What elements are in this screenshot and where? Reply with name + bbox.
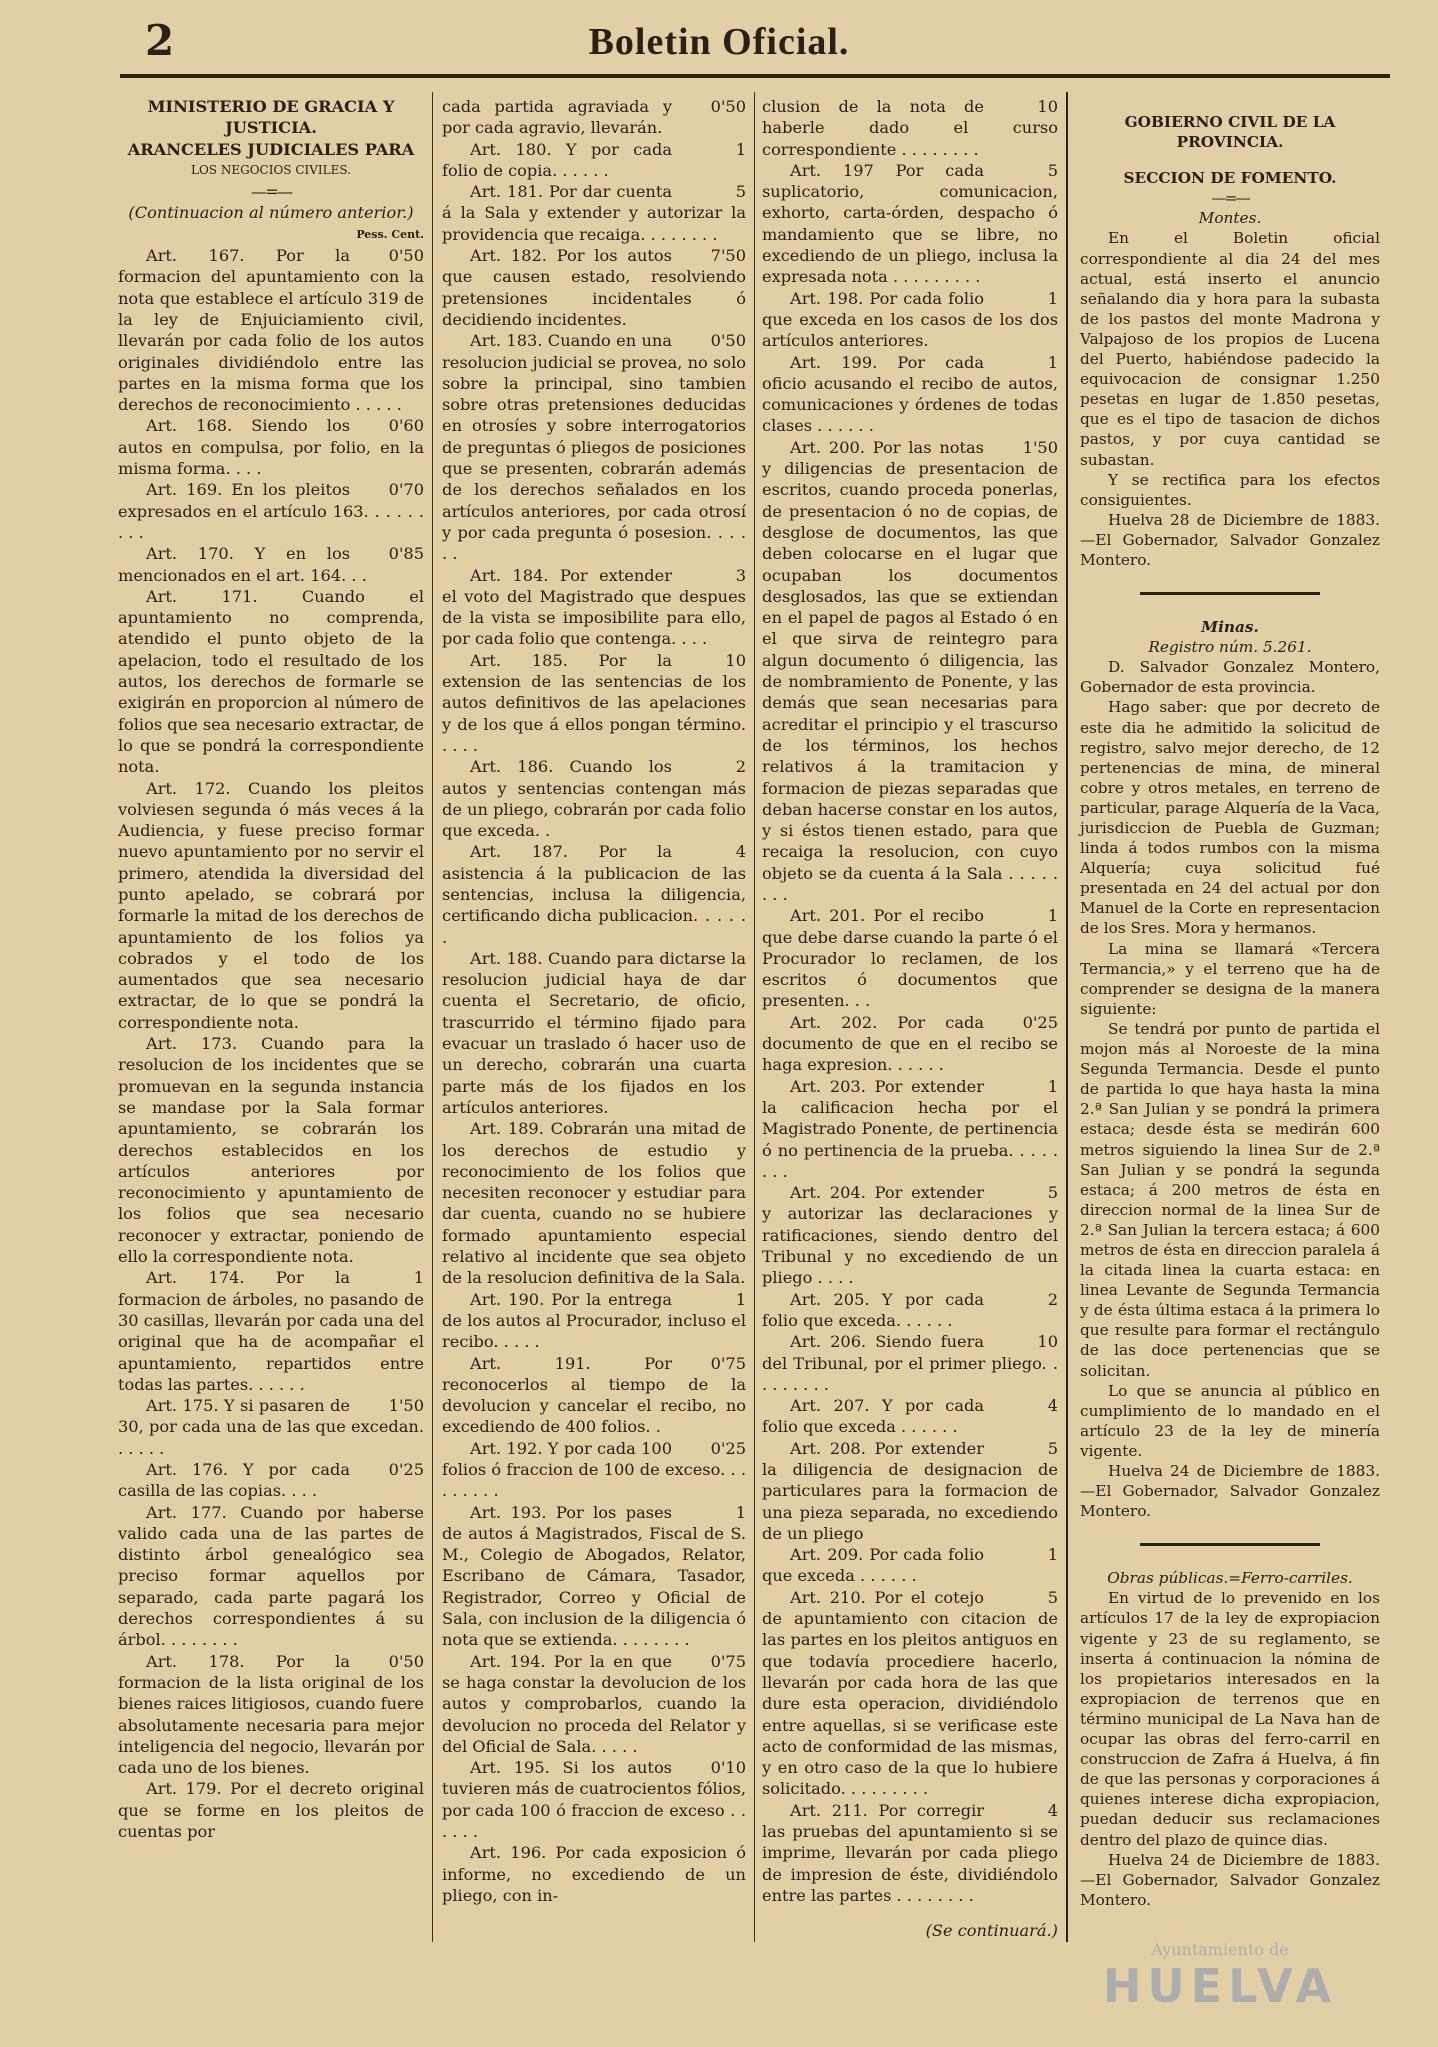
article-entry <box>442 96 746 139</box>
minas-title: Minas. <box>1201 618 1259 637</box>
article-text: Art. 208. Por extender la diligencia de designacion de particulares para la formacion de una pieza separada, no excediendo de un pliego <box>762 1438 1058 1543</box>
section-separator <box>1140 592 1320 595</box>
fee-amount: 7'50 <box>710 246 746 266</box>
fee-amount: 5 <box>1047 1438 1058 1458</box>
montes-title: Montes. <box>1198 209 1262 228</box>
article-text: Art. 195. Si los autos tuvieren más de cuatrocientos fólios, por cada 100 ó fraccion de exceso . . . . . . <box>442 1758 746 1842</box>
article-text: Art. 181. Por dar cuenta á la Sala y extender y autorizar la providencia que recaiga. . . . . . . . <box>442 182 746 244</box>
article-entry <box>442 1289 746 1353</box>
fee-amount: 4 <box>735 842 746 862</box>
column-2 <box>442 96 746 1906</box>
article-entry <box>762 160 1058 288</box>
article-text: Art. 168. Siendo los autos en compulsa, por folio, en la misma forma. . . . <box>118 416 424 479</box>
article-entry <box>442 1842 746 1906</box>
fee-amount: 1 <box>735 1502 746 1522</box>
article-text: Art. 184. Por extender el voto del Magistrado que despues de la vista se imposibilite para ello, por cada folio que contenga. . . . <box>442 565 746 649</box>
fee-amount: 1 <box>413 1268 424 1288</box>
article-entry <box>118 543 424 586</box>
article-text: Art. 197 Por cada suplicatorio, comunicacion, exhorto, carta-órden, despacho ó mandamiento que se libre, no excediendo de un pliego, inclusa la expresada nota . . . . . . . . . <box>762 160 1058 287</box>
article-entry <box>442 1502 746 1651</box>
fee-amount: 0'50 <box>388 1651 424 1671</box>
article-text: Art. 189. Cobrarán una mitad de los derechos de estudio y reconocimiento de los folios que necesiten reconocer y estudiar para dar cuenta, cuando no se hubiere formado apuntamiento especial relativo al incidente que sea objeto de la resolucion definitiva de la Sala. <box>442 1119 746 1288</box>
article-text: Art. 187. Por la asistencia á la publicacion de las sentencias, inclusa la diligencia, certificando dicha publicacion. . . . . . <box>442 842 746 947</box>
obras-text: En virtud de lo prevenido en los artículos 17 de la ley de expropiacion vigente y 23 de su reglamento, se inserta á continuacion la nómina de los propietarios interesados en la expropiacion de terrenos que en término municipal de La Nava han de ocupar las obras del ferro-carril en construccion de Zafra á Huelva, á fin de que las personas y corporaciones á quienes interese dicha expropiacion, puedan deducir sus reclamaciones dentro del plazo de quince dias. <box>1080 1589 1380 1849</box>
article-entry <box>762 1076 1058 1182</box>
fee-amount: 0'50 <box>710 331 746 351</box>
article-entry <box>118 778 424 1034</box>
fee-amount: 0'70 <box>388 480 424 500</box>
minas-paragraph: Lo que se anuncia al público en cumplimiento de lo mandado en el artículo 23 de la ley de minería vigente. <box>1080 1381 1380 1460</box>
article-entry <box>442 139 746 182</box>
fee-amount: 1 <box>1047 288 1058 308</box>
article-entry <box>762 437 1058 906</box>
column-1 <box>118 96 424 1842</box>
article-entry <box>762 1800 1058 1906</box>
fee-amount: 4 <box>1047 1396 1058 1416</box>
fee-amount: 0'75 <box>710 1651 746 1671</box>
article-text: Art. 178. Por la formacion de la lista original de los bienes raices litigiosos, cuando fuere absolutamente necesaria para mejor inteligencia del negocio, llevarán por cada uno de los bienes. <box>118 1651 424 1778</box>
article-entry <box>442 1651 746 1757</box>
fee-amount: 5 <box>1047 160 1058 180</box>
article-entry <box>762 1331 1058 1395</box>
fee-amount: 5 <box>735 182 746 202</box>
article-entry <box>118 586 424 778</box>
fee-amount: 0'75 <box>710 1353 746 1373</box>
article-entry <box>118 1459 424 1502</box>
article-text: Art. 201. Por el recibo que debe darse cuando la parte ó el Procurador lo reclamen, de los escritos ó documentos que presenten. . . <box>762 906 1058 1011</box>
article-entry <box>762 1012 1058 1076</box>
article-entry <box>442 756 746 841</box>
article-text: Art. 174. Por la formacion de árboles, no pasando de 30 casillas, llevarán por cada una del original que ha de acompañar el apuntamiento, repartidos entre todas las partes. . . . . . <box>118 1268 424 1394</box>
article-entry <box>442 1757 746 1842</box>
article-text: Art. 194. Por la en que se haga constar la devolucion de los autos y comprobarlos, cuando la devolucion no proceda del Relator y del Oficial de Sala. . . . . <box>442 1651 746 1756</box>
fee-amount: 0'60 <box>388 416 424 436</box>
article-entry <box>442 1438 746 1502</box>
continuation-footer: (Se continuará.) <box>925 1921 1058 1941</box>
minas-signature: Huelva 24 de Diciembre de 1883. —El Gobernador, Salvador Gonzalez Montero. <box>1080 1462 1380 1521</box>
fee-amount: 0'10 <box>710 1758 746 1778</box>
article-text: Art. 199. Por cada oficio acusando el recibo de autos, comunicaciones y órdenes de todas clases . . . . . . <box>762 352 1058 436</box>
section-separator <box>1140 1543 1320 1546</box>
fee-amount: 0'25 <box>710 1438 746 1458</box>
article-text: Art. 211. Por corregir las pruebas del apuntamiento si se imprime, llevarán por cada pliego de impresion de éste, dividiéndolo entre las partes . . . . . . . . <box>762 1800 1058 1905</box>
article-entry <box>762 1587 1058 1800</box>
column-divider <box>432 92 433 1942</box>
government-heading: GOBIERNO CIVIL DE LA PROVINCIA. <box>1124 113 1336 152</box>
fee-amount: 2 <box>1047 1289 1058 1309</box>
article-entry <box>762 288 1058 352</box>
article-text: Art. 167. Por la formacion del apuntamiento con la nota que establece el artículo 319 de la ley de Enjuiciamiento civil, llevarán por cada folio de los autos originales dividiéndolo entre las partes en la misma forma que los derechos de reconocimiento . . . . . <box>118 246 424 415</box>
fee-amount: 10 <box>725 650 746 670</box>
article-text: Art. 207. Y por cada folio que exceda . . . . . . <box>762 1396 984 1437</box>
column-3 <box>762 96 1058 1942</box>
fee-amount: 2 <box>735 757 746 777</box>
article-entry <box>442 245 746 330</box>
article-entry <box>442 181 746 245</box>
fee-amount: 0'50 <box>388 246 424 266</box>
units-label: Pess. Cent. <box>356 227 424 241</box>
article-text: Art. 200. Por las notas y diligencias de presentacion de escritos, cuando proceda ponerlas, de presentacion ó no de copias, de desglose de documentos, las que deben colocarse en el lugar que ocupaban los documentos desglosados, las que se extiendan en el papel de pagos al Estado ó en el que sirva de reintegro para algun documento ó diligencia, las de nombramiento de Ponente, y las demás que sean necesarias para acreditar el principio y el trascurso de los términos, los hechos relativos á la tramitacion y formacion de piezas separadas que deban hacerse constar en los autos, y si éstos tienen estado, para que recaiga la resolucion, con cuyo objeto se da cuenta á la Sala . . . . . . . . <box>762 437 1058 904</box>
minas-paragraph: D. Salvador Gonzalez Montero, Gobernador de esta provincia. <box>1080 658 1380 697</box>
continuation-note: (Continuacion al número anterior.) <box>128 203 414 223</box>
article-entry <box>442 330 746 564</box>
fee-amount: 5 <box>1047 1183 1058 1203</box>
article-text: Art. 202. Por cada documento de que en el recibo se haga expresion. . . . . . <box>762 1012 1058 1075</box>
fee-amount: 0'50 <box>710 97 746 116</box>
fee-amount: 0'25 <box>1022 1012 1058 1032</box>
article-text: Art. 198. Por cada folio que exceda en los casos de los dos artículos anteriores. <box>762 288 1058 351</box>
article-text: Art. 172. Cuando los pleitos volviesen segunda ó más veces á la Audiencia, y fuese preciso formar nuevo apuntamiento por no servir el primero, atendida la diversidad del punto apelado, se cobrará por formarle la mitad de los derechos de apuntamiento de los folios ya cobrados y el todo de los aumentados que sea necesario extractar, de lo que se pondrá la correspondiente nota. <box>118 778 424 1032</box>
article-text: Art. 190. Por la entrega de los autos al Procurador, incluso el recibo. . . . . <box>442 1289 746 1352</box>
article-entry <box>762 1438 1058 1544</box>
article-entry <box>762 96 1058 160</box>
article-text: Art. 176. Y por cada casilla de las copias. . . . <box>118 1460 350 1501</box>
article-entry <box>118 1502 424 1651</box>
header-rule <box>120 74 1390 78</box>
article-text: Art. 209. Por cada folio que exceda . . . . . . <box>762 1545 984 1586</box>
fee-amount: 10 <box>1037 97 1058 116</box>
article-text: Art. 193. Por los pases de autos á Magistrados, Fiscal de S. M., Colegio de Abogados, Relator, Escribano de Cámara, Tasador, Registrador, Correo y Oficial de Sala, con inclusion de la diligencia ó nota que se extienda. . . . . . . . <box>442 1502 746 1650</box>
fee-amount: 1 <box>735 1289 746 1309</box>
article-entry <box>762 1182 1058 1288</box>
minas-paragraph: La mina se llamará «Tercera Termancia,» y el terreno que ha de comprender se designa de la manera siguiente: <box>1080 939 1380 1018</box>
section-heading: SECCION DE FOMENTO. <box>1123 169 1337 188</box>
article-entry <box>442 565 746 650</box>
article-entry <box>118 1395 424 1459</box>
ministry-heading: MINISTERIO DE GRACIA Y JUSTICIA. <box>147 97 395 138</box>
article-text: Art. 169. En los pleitos expresados en el artículo 163. . . . . . . . . <box>118 480 424 542</box>
article-entry <box>442 650 746 756</box>
article-text: Art. 196. Por cada exposicion ó informe, no excediendo de un pliego, con in- <box>442 1843 746 1905</box>
column-divider <box>1066 92 1068 1942</box>
fee-amount: 1'50 <box>388 1396 424 1416</box>
article-entry <box>118 1033 424 1267</box>
page-header <box>0 0 1438 78</box>
ornament: —=— <box>1211 189 1249 208</box>
article-entry <box>762 1395 1058 1438</box>
article-entry <box>118 1267 424 1395</box>
article-text: Art. 206. Siendo fuera del Tribunal, por el primer pliego. . . . . . . . . <box>762 1332 1058 1394</box>
publication-title: Boletin Oficial. <box>588 21 850 63</box>
article-entry <box>762 352 1058 437</box>
article-text: Art. 205. Y por cada folio que exceda. . . . . . <box>762 1289 984 1330</box>
article-entry <box>762 905 1058 1011</box>
fee-amount: 10 <box>1037 1332 1058 1352</box>
article-text: Art. 186. Cuando los autos y sentencias contengan más de un pliego, cobrarán por cada folio que exceda. . <box>442 757 747 841</box>
column-divider <box>754 92 755 1942</box>
article-text: Art. 182. Por los autos que causen estado, resolviendo pretensiones incidentales ó decidiendo incidentes. <box>442 246 746 329</box>
article-text: cada partida agraviada y por cada agravio, llevarán. <box>442 97 672 138</box>
article-list <box>442 96 746 1906</box>
archive-watermark <box>1040 1940 1400 2013</box>
article-entry <box>118 245 424 415</box>
fee-amount: 3 <box>735 565 746 585</box>
article-text: Art. 204. Por extender y autorizar las declaraciones y ratificaciones, siendo dentro del Tribunal y no excediendo de un pliego . . . . <box>762 1183 1058 1288</box>
article-text: Art. 173. Cuando para la resolucion de los incidentes que se promuevan en la segunda instancia se mandase por la Sala formar apuntamiento, se cobrarán los derechos establecidos en los artículos anteriores por reconocimiento y apuntamiento de los folios que sea necesario reconocer y extractar, poniendo de ello la correspondiente nota. <box>118 1034 424 1267</box>
article-entry <box>762 1289 1058 1332</box>
fee-amount: 5 <box>1047 1587 1058 1607</box>
article-text: Art. 177. Cuando por haberse valido cada una de las partes de distinto árbol genealógico sea preciso formar aquellos por separado, cada parte pagará los derechos correspondientes á su árbol. . . . . . . . <box>118 1502 424 1650</box>
montes-text: En el Boletin oficial correspondiente al dia 24 del mes actual, está inserto el anuncio señalando dia y hora para la subasta de los pastos del monte Madrona y Valpajoso de los propios de Lucena del Puerto, habiéndose padecido la equivocacion de consignar 1.250 pesetas en lugar de 1.850 pesetas, que es el tipo de tasacion de dichos pastos, y por cuya cantidad se subastan. <box>1080 229 1380 469</box>
fee-amount: 1 <box>1047 906 1058 926</box>
obras-signature: Huelva 24 de Diciembre de 1883. —El Gobernador, Salvador Gonzalez Montero. <box>1080 1850 1380 1909</box>
fee-amount: 1 <box>1047 1076 1058 1096</box>
article-entry <box>762 1544 1058 1587</box>
article-text: Art. 175. Y si pasaren de 30, por cada una de las que excedan. . . . . . <box>118 1396 424 1458</box>
fee-amount: 4 <box>1047 1800 1058 1820</box>
obras-title: Obras públicas.=Ferro-carriles. <box>1107 1569 1353 1588</box>
article-entry <box>118 415 424 479</box>
article-entry <box>442 841 746 947</box>
article-text: Art. 188. Cuando para dictarse la resolucion judicial haya de dar cuenta el Secretario, de oficio, trascurrido el término fijado para evacuar un traslado ó hacer uso de un derecho, cobrarán una cuarta parte más de los fijados en los artículos anteriores. <box>442 948 746 1117</box>
minas-paragraph: Hago saber: que por decreto de este dia he admitido la solicitud de registro, salvo mejor derecho, de 12 pertenencias de mina, de mineral cobre y otros metales, en terreno de particular, parage Alquería de la Vaca, jurisdiccion de Puebla de Guzman; linda á todos rumbos con la misma Alquería; cuya solicitud fué presentada en 24 del actual por don Manuel de la Corte en representacion de los Sres. Mora y hermanos. <box>1080 698 1380 938</box>
article-text: Art. 191. Por reconocerlos al tiempo de la devolucion y cancelar el recibo, no excediendo de 400 folios. . <box>442 1353 746 1437</box>
article-text: Art. 183. Cuando en una resolucion judicial se provea, no solo sobre la principal, sino tambien sobre otras pretensiones deducidas en otrosíes y sobre interrogatorios de preguntas ó pliegos de posiciones que se presenten, cobrarán además de los derechos señalados en los artículos anteriores, por cada otrosí y por cada pregunta ó posesion. . . . . . <box>442 331 746 564</box>
fee-amount: 1 <box>1047 352 1058 372</box>
fee-amount: 1 <box>1047 1545 1058 1565</box>
article-text: Art. 210. Por el cotejo de apuntamiento con citacion de las partes en los pleitos antiguos en que todavía procediere hacerlo, llevarán por cada hora de las que dure esta operacion, dividiéndolo entre aquellas, si se verificase este acto de conformidad de las mismas, y en otro caso de la que lo hubiere solicitado. . . . . . . . . <box>762 1587 1058 1799</box>
section-subheading: LOS NEGOCIOS CIVILES. <box>191 162 351 177</box>
fee-amount: 0'25 <box>388 1460 424 1479</box>
article-entry <box>118 479 424 543</box>
fee-amount: 1'50 <box>1022 437 1058 457</box>
minas-paragraph: Se tendrá por punto de partida el mojon más al Noroeste de la mina Segunda Termancia. Desde el punto de partida lo que haya hasta la mina 2.ª San Julian y se pondrá la primera estaca; desde ésta se medirán 600 metros siguiendo la linea Sur de 2.ª San Julian y se pondrá la segunda estaca; á 200 metros de ésta en direccion normal de la linea Sur de 2.ª San Julian la tercera estaca; á 600 metros de ésta en direccion paralela á la citada linea la cuarta estaca: en linea Levante de Segunda Termancia y de ésta última estaca á la primera lo que resulte para formar el rectángulo de las doce pertenencias que se solicitan. <box>1080 1019 1380 1380</box>
article-text: Art. 192. Y por cada 100 folios ó fraccion de 100 de exceso. . . . . . . . . <box>442 1438 746 1501</box>
article-list <box>118 245 424 1842</box>
article-text: clusion de la nota de haberle dado el curso correspondiente . . . . . . . . <box>762 97 1058 159</box>
montes-signature: Huelva 28 de Diciembre de 1883. —El Gobernador, Salvador Gonzalez Montero. <box>1080 510 1380 569</box>
article-text: Art. 203. Por extender la calificacion hecha por el Magistrado Ponente, de pertinencia ó no pertinencia de la prueba. . . . . . . . <box>762 1076 1058 1181</box>
page-number: 2 <box>145 16 175 65</box>
article-text: Art. 180. Y por cada folio de copia. . . . . . <box>442 139 672 180</box>
fee-amount: 0'85 <box>388 544 424 564</box>
montes-text-2: Y se rectifica para los efectos consiguientes. <box>1080 470 1380 509</box>
ornament: —=— <box>251 182 291 202</box>
section-heading: ARANCELES JUDICIALES PARA <box>127 139 415 159</box>
article-text: Art. 170. Y en los mencionados en el art. 164. . . <box>118 544 367 585</box>
article-list <box>762 96 1058 1906</box>
registro-number: Registro núm. 5.261. <box>1148 638 1312 657</box>
article-text: Art. 171. Cuando el apuntamiento no comprenda, atendido el punto objeto de la apelacion, todo el resultado de los autos, los derechos de formarle se exigirán en proporcion al número de folios que sea necesario extractar, de lo que se pondrá la correspondiente nota. <box>118 586 424 777</box>
article-text: Art. 185. Por la extension de las sentencias de los autos definitivos de las apelaciones y de los que á ellos pongan término. . . . . <box>442 650 746 755</box>
column-4 <box>1080 96 1380 1910</box>
article-entry <box>442 948 746 1118</box>
watermark-line-2: HUELVA <box>1102 1959 1338 2013</box>
article-entry <box>118 1651 424 1779</box>
article-entry <box>442 1353 746 1438</box>
article-entry <box>118 1778 424 1842</box>
fee-amount: 1 <box>735 139 746 159</box>
watermark-line-1: Ayuntamiento de <box>1151 1940 1289 1959</box>
article-entry <box>442 1118 746 1288</box>
article-text: Art. 179. Por el decreto original que se forme en los pleitos de cuentas por <box>118 1779 424 1842</box>
